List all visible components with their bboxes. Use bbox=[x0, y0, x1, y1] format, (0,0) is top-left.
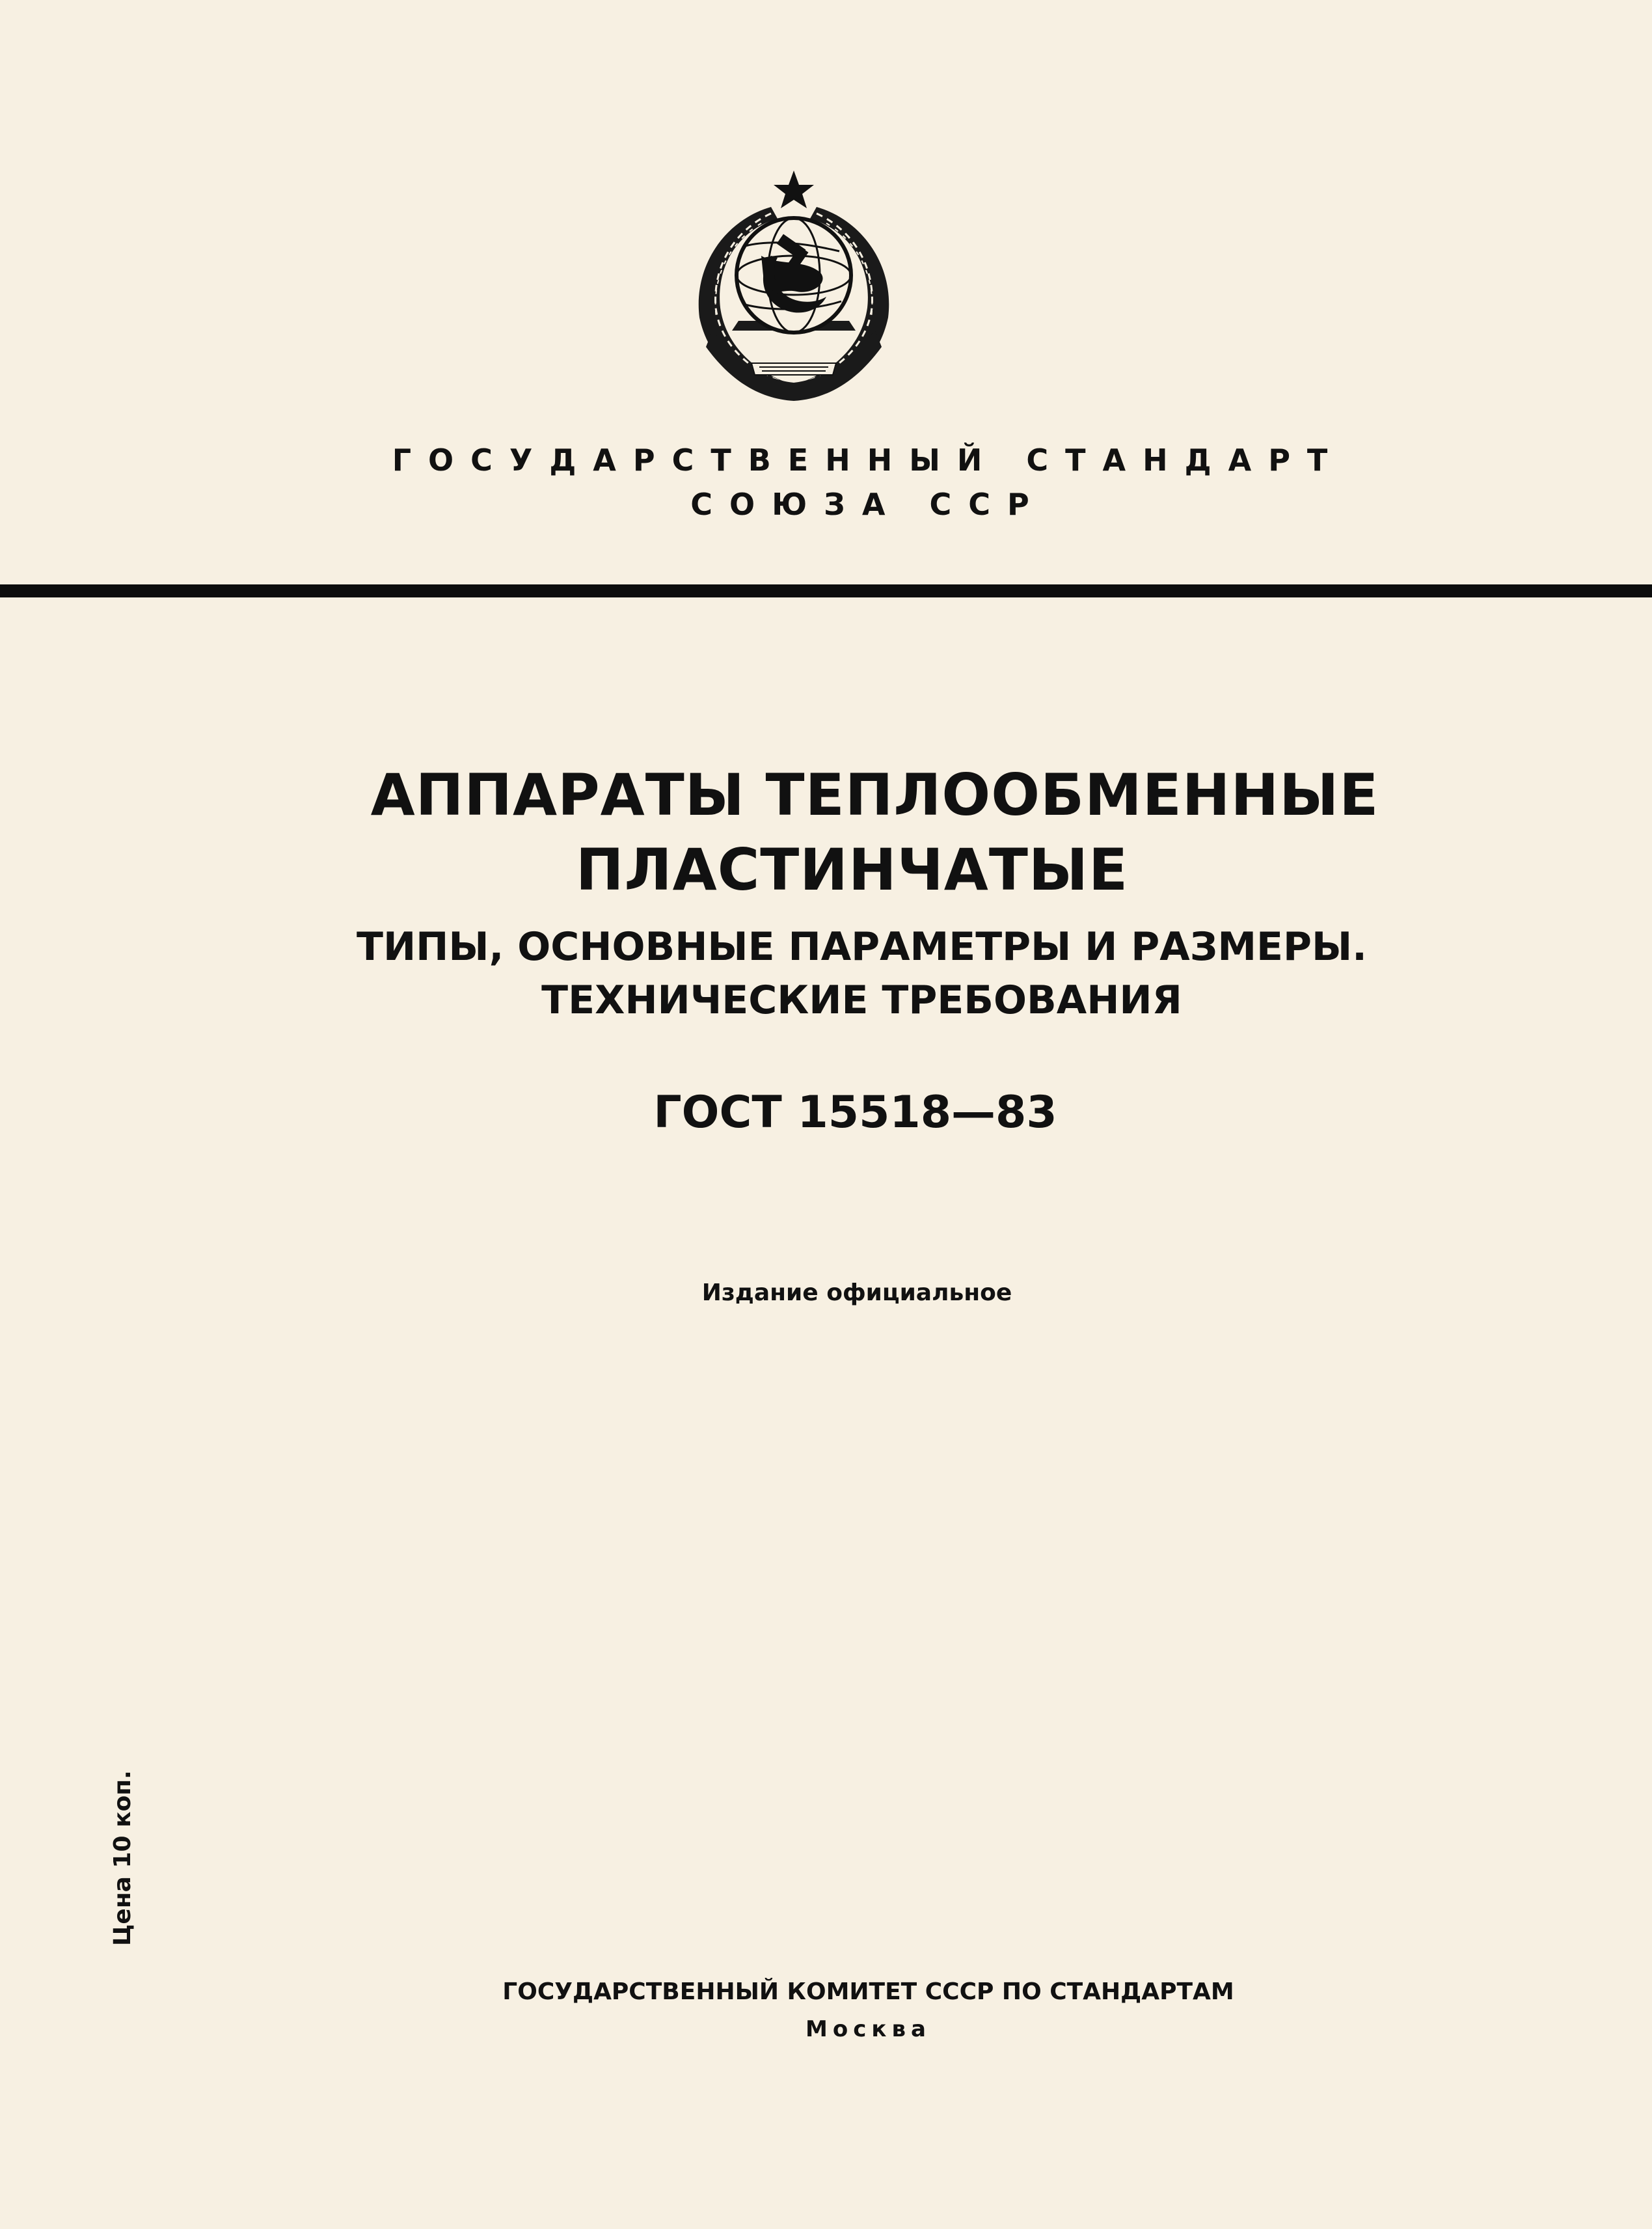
edition-note: Издание официальное bbox=[701, 1279, 1012, 1306]
gost-number: ГОСТ 15518—83 bbox=[653, 1087, 1057, 1138]
document-subtitle-line-1: ТИПЫ, ОСНОВНЫЕ ПАРАМЕТРЫ И РАЗМЕРЫ. bbox=[357, 924, 1367, 970]
header-union-ssr: СОЮЗА ССР bbox=[690, 487, 1046, 522]
document-title-line-1: АППАРАТЫ ТЕПЛООБМЕННЫЕ bbox=[370, 761, 1379, 828]
ussr-coat-of-arms-icon bbox=[673, 168, 914, 405]
header-divider bbox=[0, 584, 1652, 597]
price-text: Цена 10 коп. bbox=[109, 1770, 136, 1946]
header-state-standard: ГОСУДАРСТВЕННЫЙ СТАНДАРТ bbox=[392, 443, 1345, 478]
publisher-committee: ГОСУДАРСТВЕННЫЙ КОМИТЕТ СССР ПО СТАНДАРТАМ bbox=[502, 1978, 1234, 2005]
publisher-city: Москва bbox=[806, 2016, 931, 2042]
document-subtitle-line-2: ТЕХНИЧЕСКИЕ ТРЕБОВАНИЯ bbox=[541, 978, 1182, 1023]
document-title-line-2: ПЛАСТИНЧАТЫЕ bbox=[575, 836, 1129, 903]
